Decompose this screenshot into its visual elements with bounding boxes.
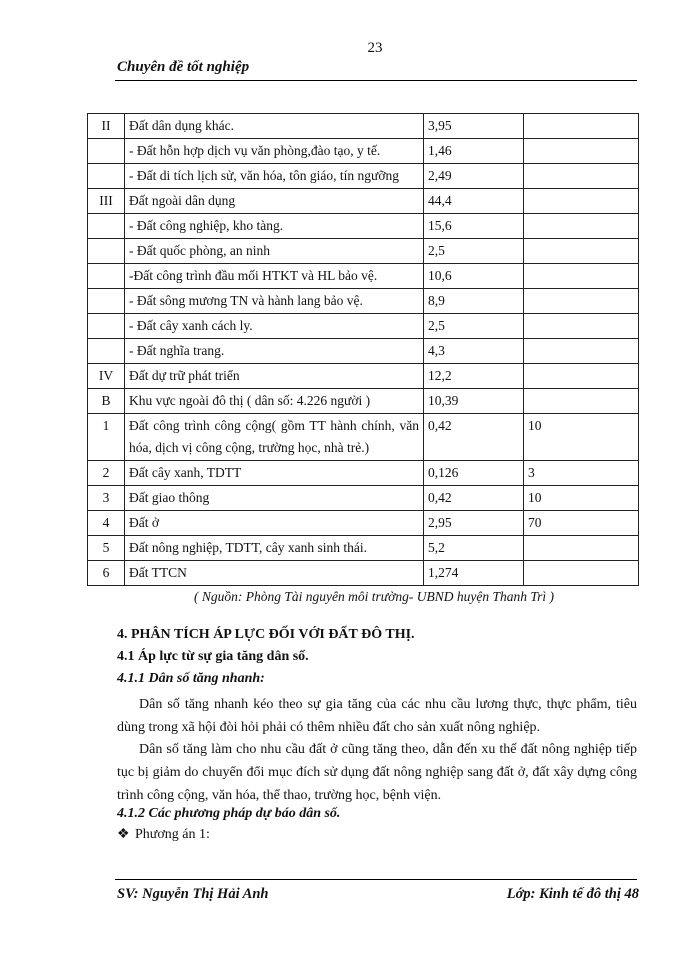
table-cell bbox=[524, 364, 639, 389]
table-cell: 6 bbox=[88, 561, 125, 586]
table-cell: - Đất công nghiệp, kho tàng. bbox=[125, 214, 424, 239]
table-row bbox=[88, 314, 639, 339]
table-cell: 2 bbox=[88, 461, 125, 486]
table-cell: 70 bbox=[524, 511, 639, 536]
page-number: 23 bbox=[367, 40, 383, 56]
table-cell: 2,95 bbox=[424, 511, 524, 536]
table-cell bbox=[88, 289, 125, 314]
table-cell: 4 bbox=[88, 511, 125, 536]
table-cell: 3 bbox=[524, 461, 639, 486]
table-cell: 1 bbox=[88, 414, 125, 461]
table-cell: 12,2 bbox=[424, 364, 524, 389]
table-cell: Đất cây xanh, TDTT bbox=[125, 461, 424, 486]
table-cell: 4,3 bbox=[424, 339, 524, 364]
subsection-title-2: 4.1.2 Các phương pháp dự báo dân số. bbox=[117, 806, 341, 821]
table-row bbox=[88, 189, 639, 214]
table-cell: - Đất nghĩa trang. bbox=[125, 339, 424, 364]
table-cell: Đất ở bbox=[125, 511, 424, 536]
footer-divider bbox=[115, 879, 637, 880]
table-row bbox=[88, 561, 639, 586]
table-cell: 0,42 bbox=[424, 414, 524, 461]
table-cell: Đất giao thông bbox=[125, 486, 424, 511]
table-cell bbox=[524, 561, 639, 586]
table-cell: IV bbox=[88, 364, 125, 389]
table-cell: 3 bbox=[88, 486, 125, 511]
table-cell: Đất công trình công cộng( gồm TT hành chính, văn hóa, dịch vị công cộng, trường học, nhà trẻ.) bbox=[125, 414, 424, 461]
table-cell: 1,46 bbox=[424, 139, 524, 164]
subsection-title-1: 4.1.1 Dân số tăng nhanh: bbox=[117, 671, 265, 686]
table-row bbox=[88, 264, 639, 289]
table-cell: 10,39 bbox=[424, 389, 524, 414]
table-cell: Đất dân dụng khác. bbox=[125, 114, 424, 139]
table-row bbox=[88, 239, 639, 264]
table-row bbox=[88, 139, 639, 164]
table-cell: Khu vực ngoài đô thị ( dân số: 4.226 người ) bbox=[125, 389, 424, 414]
table-cell bbox=[524, 214, 639, 239]
table-cell bbox=[524, 339, 639, 364]
footer-student: SV: Nguyễn Thị Hải Anh bbox=[117, 886, 269, 902]
table-cell: - Đất hỗn hợp dịch vụ văn phòng,đào tạo, y tế. bbox=[125, 139, 424, 164]
table-cell: 8,9 bbox=[424, 289, 524, 314]
table-cell: 2,49 bbox=[424, 164, 524, 189]
table-cell bbox=[88, 164, 125, 189]
table-cell bbox=[524, 239, 639, 264]
table-cell bbox=[524, 314, 639, 339]
table-cell: 44,4 bbox=[424, 189, 524, 214]
table-cell: Đất ngoài dân dụng bbox=[125, 189, 424, 214]
table-cell: 10 bbox=[524, 414, 639, 461]
table-cell: 1,274 bbox=[424, 561, 524, 586]
subsection-heading: 4.1 Áp lực từ sự gia tăng dân số. bbox=[117, 649, 309, 664]
header-divider bbox=[115, 80, 637, 81]
source-note: ( Nguồn: Phòng Tài nguyên môi trường- UBND huyện Thanh Trì ) bbox=[194, 589, 554, 604]
table-cell bbox=[524, 389, 639, 414]
table-row bbox=[88, 511, 639, 536]
table-cell bbox=[88, 314, 125, 339]
table-cell: - Đất quốc phòng, an ninh bbox=[125, 239, 424, 264]
table-cell: 0,126 bbox=[424, 461, 524, 486]
table-cell bbox=[524, 114, 639, 139]
table-cell bbox=[88, 339, 125, 364]
table-cell bbox=[88, 239, 125, 264]
table-row bbox=[88, 486, 639, 511]
table-cell: II bbox=[88, 114, 125, 139]
table-cell: 2,5 bbox=[424, 314, 524, 339]
table-cell: - Đất cây xanh cách ly. bbox=[125, 314, 424, 339]
table-cell: 5,2 bbox=[424, 536, 524, 561]
table-cell: Đất TTCN bbox=[125, 561, 424, 586]
land-use-table bbox=[87, 113, 639, 586]
footer-class: Lớp: Kinh tế đô thị 48 bbox=[506, 886, 639, 902]
paragraph-2 bbox=[117, 738, 637, 807]
table-cell: 0,42 bbox=[424, 486, 524, 511]
paragraph-2-text: Dân số tăng làm cho nhu cầu đất ở cũng tăng theo, dẫn đến xu thế đất nông nghiệp tiếp tục bị giảm do chuyển đổi mục đích sử dụng đất nông nghiệp sang đất ở, đất xây dựng công trình công cộng, văn hóa, thể thao, trường học, bệnh viện. bbox=[117, 742, 637, 803]
table-row bbox=[88, 536, 639, 561]
table-cell: 10,6 bbox=[424, 264, 524, 289]
table-cell bbox=[524, 289, 639, 314]
table-cell bbox=[524, 164, 639, 189]
table-cell: 10 bbox=[524, 486, 639, 511]
table-cell: Đất dự trữ phát triển bbox=[125, 364, 424, 389]
table-cell bbox=[88, 139, 125, 164]
table-cell: III bbox=[88, 189, 125, 214]
header-title: Chuyên đề tốt nghiệp bbox=[117, 59, 250, 75]
table-row bbox=[88, 339, 639, 364]
table-cell: - Đất sông mương TN và hành lang bảo vệ. bbox=[125, 289, 424, 314]
table-cell: B bbox=[88, 389, 125, 414]
table-row bbox=[88, 289, 639, 314]
section-heading: 4. PHÂN TÍCH ÁP LỰC ĐỐI VỚI ĐẤT ĐÔ THỊ. bbox=[117, 627, 415, 642]
table-cell: Đất nông nghiệp, TDTT, cây xanh sinh thái. bbox=[125, 536, 424, 561]
table-cell bbox=[524, 536, 639, 561]
table-cell bbox=[88, 264, 125, 289]
table-row bbox=[88, 364, 639, 389]
table-cell bbox=[524, 264, 639, 289]
land-use-table-body bbox=[88, 114, 639, 586]
table-row bbox=[88, 164, 639, 189]
table-cell bbox=[524, 189, 639, 214]
paragraph-1 bbox=[117, 693, 637, 739]
diamond-bullet-icon: ❖ bbox=[117, 827, 130, 842]
table-row bbox=[88, 461, 639, 486]
table-cell: 15,6 bbox=[424, 214, 524, 239]
bullet-item bbox=[117, 826, 210, 843]
table-cell: 3,95 bbox=[424, 114, 524, 139]
table-cell: -Đất công trình đầu mối HTKT và HL bảo vệ. bbox=[125, 264, 424, 289]
table-cell: 5 bbox=[88, 536, 125, 561]
table-cell bbox=[88, 214, 125, 239]
table-cell: 2,5 bbox=[424, 239, 524, 264]
table-row bbox=[88, 114, 639, 139]
table-cell bbox=[524, 139, 639, 164]
bullet-text: Phương án 1: bbox=[135, 827, 210, 842]
table-cell: - Đất di tích lịch sử, văn hóa, tôn giáo, tín ngưỡng bbox=[125, 164, 424, 189]
table-row bbox=[88, 389, 639, 414]
table-row bbox=[88, 214, 639, 239]
table-row bbox=[88, 414, 639, 461]
paragraph-1-text: Dân số tăng nhanh kéo theo sự gia tăng của các nhu cầu lương thực, thực phẩm, tiêu dùng trong xã hội đòi hỏi phải có thêm nhiều đất cho sản xuất nông nghiệp. bbox=[117, 697, 637, 735]
